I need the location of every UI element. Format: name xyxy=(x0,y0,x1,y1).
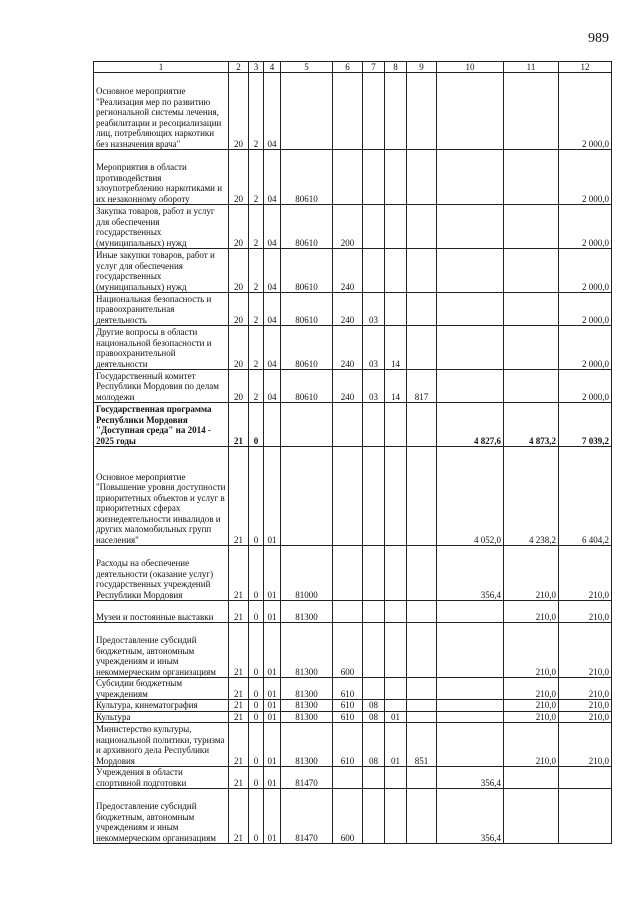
code-cell: 03 xyxy=(363,326,385,370)
code-cell xyxy=(385,623,407,678)
code-cell xyxy=(407,403,437,447)
column-header: 2 xyxy=(229,62,249,73)
code-cell: 2 xyxy=(249,205,264,249)
code-cell: 81300 xyxy=(281,700,333,712)
code-cell xyxy=(385,293,407,326)
code-cell: 80610 xyxy=(281,370,333,403)
code-cell xyxy=(385,767,407,789)
amount-cell: 210,0 xyxy=(504,711,559,723)
code-cell xyxy=(333,403,363,447)
code-cell: 81000 xyxy=(281,546,333,601)
table-row xyxy=(94,623,612,678)
code-cell: 2 xyxy=(249,150,264,205)
code-cell xyxy=(407,293,437,326)
column-header: 12 xyxy=(559,62,612,73)
code-cell: 03 xyxy=(363,293,385,326)
row-name: Основное мероприятие "Реализация мер по развитию региональной системы лечения, реабилитации и ресоциализации лиц, потребляющих наркотики без назначения врача" xyxy=(94,73,229,150)
code-cell: 0 xyxy=(249,678,264,700)
row-name: Государственный комитет Республики Мордовия по делам молодежи xyxy=(94,370,229,403)
code-cell: 610 xyxy=(333,678,363,700)
code-cell xyxy=(333,767,363,789)
code-cell: 01 xyxy=(264,678,281,700)
code-cell: 610 xyxy=(333,711,363,723)
amount-cell: 210,0 xyxy=(559,546,612,601)
header-row xyxy=(94,62,612,73)
code-cell: 04 xyxy=(264,249,281,293)
amount-cell: 2 000,0 xyxy=(559,326,612,370)
amount-cell: 4 052,0 xyxy=(437,447,504,546)
amount-cell xyxy=(437,678,504,700)
amount-cell: 4 873,2 xyxy=(504,403,559,447)
code-cell xyxy=(363,403,385,447)
code-cell xyxy=(363,150,385,205)
amount-cell xyxy=(437,601,504,623)
amount-cell: 6 404,2 xyxy=(559,447,612,546)
code-cell: 80610 xyxy=(281,150,333,205)
row-name: Музеи и постоянные выставки xyxy=(94,601,229,623)
code-cell xyxy=(363,249,385,293)
code-cell xyxy=(385,249,407,293)
code-cell xyxy=(363,789,385,844)
code-cell: 01 xyxy=(385,723,407,767)
code-cell: 01 xyxy=(264,623,281,678)
row-name: Учреждения в области спортивной подготовки xyxy=(94,767,229,789)
code-cell: 01 xyxy=(264,700,281,712)
column-header: 4 xyxy=(264,62,281,73)
code-cell: 20 xyxy=(229,249,249,293)
code-cell: 80610 xyxy=(281,326,333,370)
amount-cell: 210,0 xyxy=(504,601,559,623)
code-cell: 240 xyxy=(333,370,363,403)
column-header: 9 xyxy=(407,62,437,73)
page-number: 989 xyxy=(588,31,609,46)
code-cell xyxy=(363,678,385,700)
code-cell: 2 xyxy=(249,293,264,326)
amount-cell xyxy=(559,767,612,789)
table-row xyxy=(94,723,612,767)
code-cell: 610 xyxy=(333,700,363,712)
amount-cell xyxy=(437,293,504,326)
code-cell: 01 xyxy=(264,711,281,723)
amount-cell xyxy=(504,326,559,370)
amount-cell: 356,4 xyxy=(437,546,504,601)
code-cell: 240 xyxy=(333,249,363,293)
code-cell xyxy=(363,447,385,546)
code-cell: 04 xyxy=(264,205,281,249)
code-cell xyxy=(407,711,437,723)
code-cell: 81300 xyxy=(281,678,333,700)
amount-cell: 356,4 xyxy=(437,789,504,844)
table-row xyxy=(94,293,612,326)
code-cell: 81300 xyxy=(281,623,333,678)
amount-cell: 210,0 xyxy=(504,546,559,601)
code-cell xyxy=(407,546,437,601)
code-cell xyxy=(281,73,333,150)
code-cell: 240 xyxy=(333,326,363,370)
code-cell: 20 xyxy=(229,150,249,205)
code-cell: 04 xyxy=(264,326,281,370)
code-cell: 08 xyxy=(363,700,385,712)
amount-cell xyxy=(437,205,504,249)
code-cell xyxy=(333,150,363,205)
code-cell xyxy=(385,150,407,205)
code-cell: 01 xyxy=(264,723,281,767)
amount-cell: 2 000,0 xyxy=(559,249,612,293)
code-cell: 14 xyxy=(385,370,407,403)
code-cell: 80610 xyxy=(281,205,333,249)
amount-cell: 2 000,0 xyxy=(559,205,612,249)
code-cell: 01 xyxy=(264,447,281,546)
amount-cell: 4 238,2 xyxy=(504,447,559,546)
code-cell xyxy=(385,73,407,150)
amount-cell: 210,0 xyxy=(559,711,612,723)
amount-cell: 210,0 xyxy=(559,623,612,678)
code-cell: 81470 xyxy=(281,767,333,789)
amount-cell xyxy=(504,767,559,789)
row-name: Министерство культуры, национальной политики, туризма и архивного дела Республики Мордовия xyxy=(94,723,229,767)
row-name: Государственная программа Республики Мордовия "Доступная среда" на 2014 - 2025 годы xyxy=(94,403,229,447)
code-cell: 81300 xyxy=(281,601,333,623)
amount-cell xyxy=(437,700,504,712)
code-cell: 0 xyxy=(249,546,264,601)
code-cell xyxy=(385,700,407,712)
row-name: Расходы на обеспечение деятельности (оказание услуг) государственных учреждений Республики Мордовия xyxy=(94,546,229,601)
row-name: Мероприятия в области противодействия злоупотреблению наркотиками и их незаконному обороту xyxy=(94,150,229,205)
table-row xyxy=(94,447,612,546)
code-cell: 610 xyxy=(333,723,363,767)
code-cell xyxy=(281,403,333,447)
table-row xyxy=(94,249,612,293)
amount-cell xyxy=(504,249,559,293)
code-cell: 2 xyxy=(249,249,264,293)
code-cell: 21 xyxy=(229,711,249,723)
code-cell xyxy=(363,73,385,150)
code-cell: 14 xyxy=(385,326,407,370)
table-row xyxy=(94,767,612,789)
row-name: Предоставление субсидий бюджетным, автономным учреждениям и иным некоммерческим организациям xyxy=(94,623,229,678)
code-cell: 0 xyxy=(249,403,264,447)
code-cell xyxy=(385,447,407,546)
code-cell xyxy=(385,678,407,700)
code-cell: 0 xyxy=(249,623,264,678)
code-cell: 0 xyxy=(249,601,264,623)
table-row xyxy=(94,678,612,700)
code-cell xyxy=(333,73,363,150)
amount-cell: 210,0 xyxy=(504,700,559,712)
code-cell xyxy=(363,601,385,623)
table-row xyxy=(94,403,612,447)
column-header: 10 xyxy=(437,62,504,73)
code-cell: 20 xyxy=(229,73,249,150)
budget-table xyxy=(93,61,612,844)
code-cell: 80610 xyxy=(281,293,333,326)
code-cell xyxy=(407,73,437,150)
amount-cell xyxy=(437,150,504,205)
code-cell: 21 xyxy=(229,723,249,767)
code-cell: 0 xyxy=(249,767,264,789)
code-cell xyxy=(385,789,407,844)
row-name: Закупка товаров, работ и услуг для обеспечения государственных (муниципальных) нужд xyxy=(94,205,229,249)
code-cell: 240 xyxy=(333,293,363,326)
code-cell: 2 xyxy=(249,370,264,403)
table-body xyxy=(94,73,612,844)
row-name: Национальная безопасность и правоохранительная деятельность xyxy=(94,293,229,326)
code-cell: 0 xyxy=(249,700,264,712)
code-cell xyxy=(385,205,407,249)
code-cell xyxy=(281,447,333,546)
code-cell: 01 xyxy=(264,789,281,844)
table-row xyxy=(94,370,612,403)
code-cell: 81300 xyxy=(281,711,333,723)
amount-cell: 210,0 xyxy=(504,623,559,678)
amount-cell: 2 000,0 xyxy=(559,150,612,205)
code-cell xyxy=(264,403,281,447)
code-cell: 20 xyxy=(229,326,249,370)
code-cell xyxy=(385,546,407,601)
code-cell: 21 xyxy=(229,403,249,447)
code-cell: 08 xyxy=(363,711,385,723)
amount-cell: 210,0 xyxy=(504,723,559,767)
amount-cell: 210,0 xyxy=(559,601,612,623)
row-name: Предоставление субсидий бюджетным, автономным учреждениям и иным некоммерческим организациям xyxy=(94,789,229,844)
table-row xyxy=(94,700,612,712)
code-cell: 01 xyxy=(385,711,407,723)
amount-cell: 2 000,0 xyxy=(559,73,612,150)
table-row xyxy=(94,711,612,723)
row-name: Основное мероприятие "Повышение уровня доступности приоритетных объектов и услуг в приоритетных сферах жизнедеятельности инвалидов и других маломобильных групп населения" xyxy=(94,447,229,546)
code-cell: 21 xyxy=(229,623,249,678)
code-cell: 21 xyxy=(229,678,249,700)
code-cell xyxy=(333,546,363,601)
code-cell: 81470 xyxy=(281,789,333,844)
code-cell: 20 xyxy=(229,205,249,249)
row-name: Культура, кинематография xyxy=(94,700,229,712)
code-cell xyxy=(407,678,437,700)
code-cell xyxy=(333,447,363,546)
amount-cell xyxy=(437,249,504,293)
code-cell xyxy=(407,150,437,205)
amount-cell: 210,0 xyxy=(559,723,612,767)
code-cell xyxy=(363,623,385,678)
code-cell xyxy=(407,205,437,249)
amount-cell xyxy=(437,623,504,678)
code-cell xyxy=(407,623,437,678)
column-header: 5 xyxy=(281,62,333,73)
code-cell: 08 xyxy=(363,723,385,767)
column-header: 1 xyxy=(94,62,229,73)
amount-cell xyxy=(504,370,559,403)
amount-cell xyxy=(504,293,559,326)
code-cell: 01 xyxy=(264,767,281,789)
code-cell: 817 xyxy=(407,370,437,403)
amount-cell: 210,0 xyxy=(504,678,559,700)
table-row xyxy=(94,326,612,370)
code-cell: 01 xyxy=(264,546,281,601)
code-cell: 01 xyxy=(264,601,281,623)
code-cell xyxy=(363,767,385,789)
code-cell: 21 xyxy=(229,601,249,623)
code-cell: 851 xyxy=(407,723,437,767)
column-header: 6 xyxy=(333,62,363,73)
row-name: Культура xyxy=(94,711,229,723)
code-cell xyxy=(385,403,407,447)
table-row xyxy=(94,73,612,150)
code-cell xyxy=(363,205,385,249)
column-header: 7 xyxy=(363,62,385,73)
amount-cell: 210,0 xyxy=(559,678,612,700)
row-name: Другие вопросы в области национальной безопасности и правоохранительной деятельности xyxy=(94,326,229,370)
code-cell: 20 xyxy=(229,293,249,326)
code-cell: 04 xyxy=(264,293,281,326)
code-cell xyxy=(407,326,437,370)
code-cell xyxy=(333,601,363,623)
row-name: Иные закупки товаров, работ и услуг для обеспечения государственных (муниципальных) нужд xyxy=(94,249,229,293)
column-header: 8 xyxy=(385,62,407,73)
code-cell: 04 xyxy=(264,150,281,205)
code-cell: 200 xyxy=(333,205,363,249)
code-cell: 600 xyxy=(333,623,363,678)
code-cell xyxy=(363,546,385,601)
amount-cell: 2 000,0 xyxy=(559,293,612,326)
table-row xyxy=(94,546,612,601)
code-cell: 21 xyxy=(229,700,249,712)
code-cell xyxy=(407,447,437,546)
code-cell: 21 xyxy=(229,767,249,789)
code-cell: 03 xyxy=(363,370,385,403)
code-cell: 21 xyxy=(229,546,249,601)
amount-cell: 210,0 xyxy=(559,700,612,712)
amount-cell xyxy=(504,73,559,150)
amount-cell: 356,4 xyxy=(437,767,504,789)
code-cell xyxy=(407,767,437,789)
code-cell xyxy=(385,601,407,623)
code-cell: 04 xyxy=(264,370,281,403)
amount-cell xyxy=(437,370,504,403)
code-cell: 20 xyxy=(229,370,249,403)
table-row xyxy=(94,150,612,205)
amount-cell xyxy=(504,789,559,844)
amount-cell: 4 827,6 xyxy=(437,403,504,447)
row-name: Субсидии бюджетным учреждениям xyxy=(94,678,229,700)
code-cell: 0 xyxy=(249,447,264,546)
code-cell: 600 xyxy=(333,789,363,844)
column-header: 11 xyxy=(504,62,559,73)
code-cell xyxy=(407,700,437,712)
code-cell xyxy=(407,249,437,293)
amount-cell: 7 039,2 xyxy=(559,403,612,447)
table-row xyxy=(94,601,612,623)
amount-cell xyxy=(437,723,504,767)
code-cell: 04 xyxy=(264,73,281,150)
amount-cell: 2 000,0 xyxy=(559,370,612,403)
column-header: 3 xyxy=(249,62,264,73)
amount-cell xyxy=(437,73,504,150)
amount-cell xyxy=(437,711,504,723)
code-cell: 21 xyxy=(229,789,249,844)
amount-cell xyxy=(504,150,559,205)
code-cell: 2 xyxy=(249,326,264,370)
code-cell: 2 xyxy=(249,73,264,150)
table-row xyxy=(94,205,612,249)
amount-cell xyxy=(559,789,612,844)
code-cell: 21 xyxy=(229,447,249,546)
code-cell: 80610 xyxy=(281,249,333,293)
amount-cell xyxy=(437,326,504,370)
code-cell xyxy=(407,789,437,844)
amount-cell xyxy=(504,205,559,249)
code-cell: 0 xyxy=(249,723,264,767)
table-row xyxy=(94,789,612,844)
code-cell xyxy=(407,601,437,623)
code-cell: 81300 xyxy=(281,723,333,767)
code-cell: 0 xyxy=(249,789,264,844)
code-cell: 0 xyxy=(249,711,264,723)
